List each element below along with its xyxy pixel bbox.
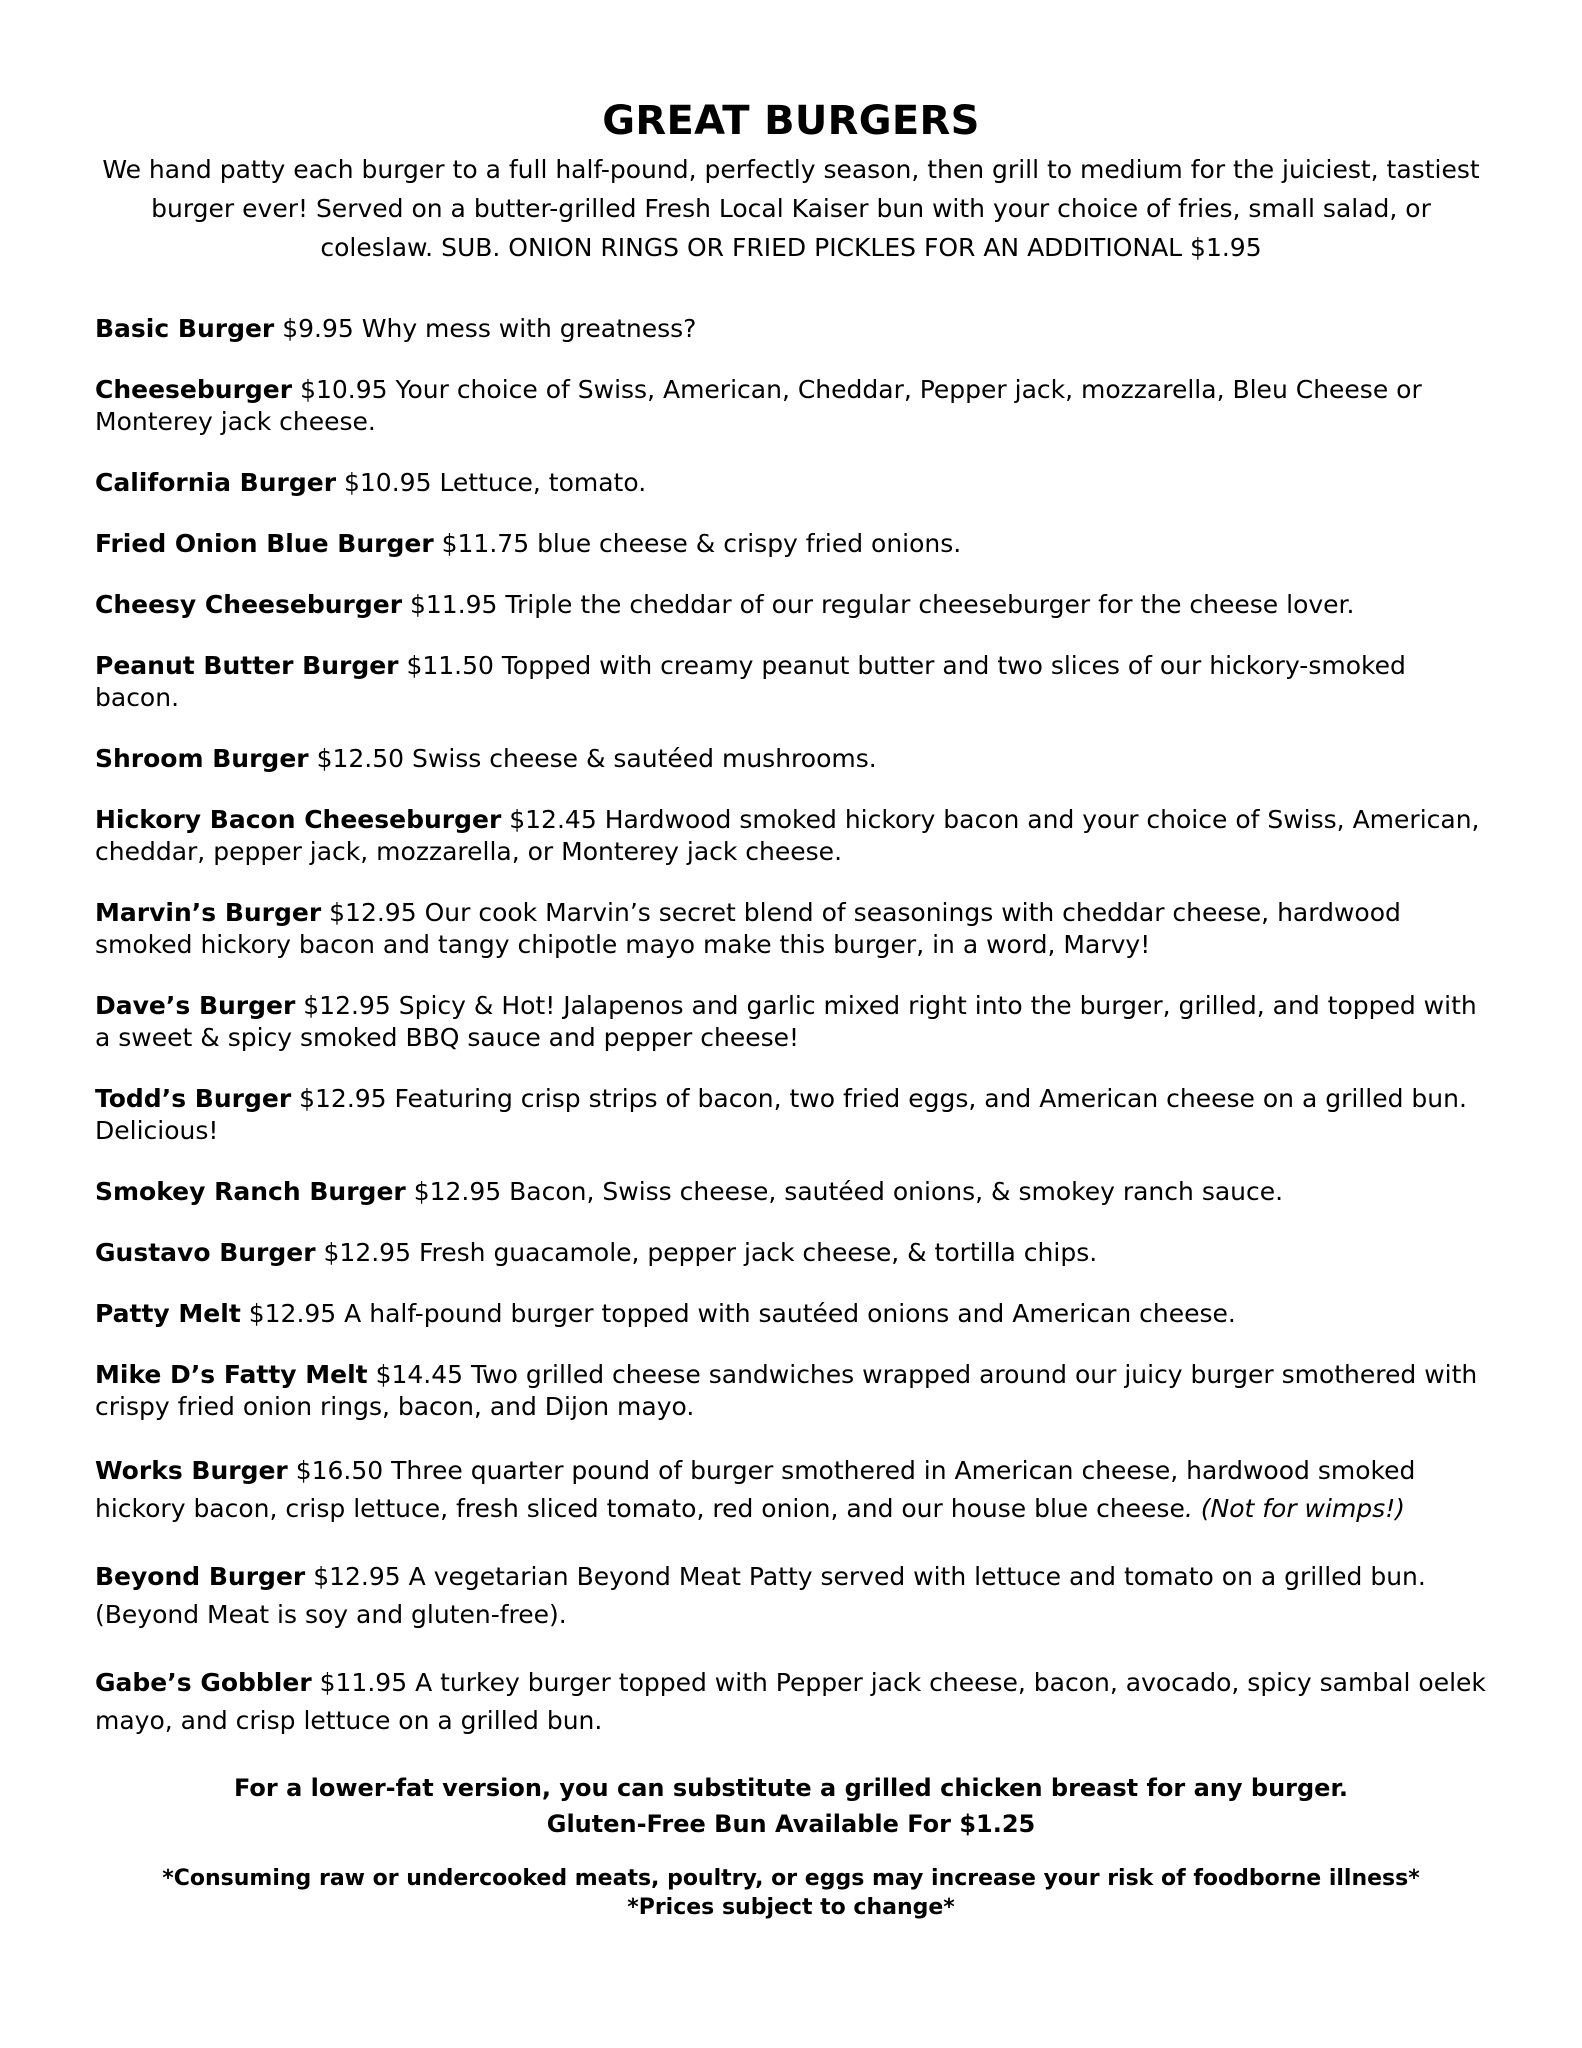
- item-name: Dave’s Burger: [95, 991, 296, 1020]
- item-price: $12.95: [299, 1084, 387, 1113]
- foodborne-warning: *Consuming raw or undercooked meats, poultry, or eggs may increase your risk of foodborne illness*: [162, 1866, 1420, 1891]
- item-price: $12.95: [413, 1177, 502, 1206]
- item-name: Todd’s Burger: [95, 1084, 292, 1113]
- item-description: A vegetarian Beyond Meat Patty served with lettuce and tomato on a grilled bun. (Beyond Meat is soy and gluten-free).: [95, 1562, 1426, 1629]
- item-name: Fried Onion Blue Burger: [95, 529, 434, 558]
- item-note: . (Not for wimps!): [1184, 1494, 1405, 1523]
- intro-text: We hand patty each burger to a full half-pound, perfectly season, then grill to medium for the juiciest, tastiest burger ever! Served on a butter-grilled Fresh Local Kaiser bun with your choice of fries, small salad, or coleslaw. SUB. ONION RINGS OR FRIED PICKLES FOR AN ADDITIONAL $1.95: [102, 155, 1480, 262]
- menu-item: [95, 1083, 1487, 1147]
- menu-item: [95, 990, 1487, 1054]
- item-description: A half-pound burger topped with sautéed onions and American cheese.: [344, 1299, 1236, 1328]
- item-name: Peanut Butter Burger: [95, 651, 399, 680]
- item-description: Why mess with greatness?: [361, 314, 697, 343]
- gluten-free-note: Gluten-Free Bun Available For $1.25: [546, 1810, 1036, 1838]
- item-price: $11.95: [319, 1668, 408, 1697]
- item-price: $16.50: [295, 1456, 384, 1485]
- item-description: Our cook Marvin’s secret blend of seasonings with cheddar cheese, hardwood smoked hickory bacon and tangy chipotle mayo make this burger, in a word, Marvy!: [95, 898, 1401, 959]
- item-price: $10.95: [300, 375, 388, 404]
- menu-item: [95, 897, 1487, 961]
- item-name: Shroom Burger: [95, 744, 309, 773]
- menu-item: [95, 1176, 1487, 1208]
- item-description: Spicy & Hot! Jalapenos and garlic mixed right into the burger, grilled, and topped with a sweet & spicy smoked BBQ sauce and pepper cheese!: [95, 991, 1477, 1052]
- menu-item: [95, 1452, 1487, 1528]
- item-price: $12.50: [316, 744, 405, 773]
- item-name: Cheeseburger: [95, 375, 293, 404]
- lower-fat-note: For a lower-fat version, you can substitute a grilled chicken breast for any burger.: [234, 1774, 1348, 1802]
- item-description: Three quarter pound of burger smothered in American cheese, hardwood smoked hickory bacon, crisp lettuce, fresh sliced tomato, red onion, and our house blue cheese: [95, 1456, 1416, 1523]
- item-name: Basic Burger: [95, 314, 275, 343]
- item-description: Bacon, Swiss cheese, sautéed onions, & smokey ranch sauce.: [509, 1177, 1284, 1206]
- item-description: Topped with creamy peanut butter and two slices of our hickory-smoked bacon.: [95, 651, 1406, 712]
- item-price: $11.75: [441, 529, 530, 558]
- footer-notes: [95, 1770, 1487, 1842]
- item-name: Works Burger: [95, 1456, 288, 1485]
- item-name: Gustavo Burger: [95, 1238, 316, 1267]
- menu-list: [95, 313, 1487, 1740]
- item-price: $12.95: [303, 991, 391, 1020]
- item-description: Swiss cheese & sautéed mushrooms.: [412, 744, 877, 773]
- item-price: $12.95: [313, 1562, 401, 1591]
- item-name: California Burger: [95, 468, 337, 497]
- item-price: $9.95: [282, 314, 354, 343]
- menu-item: [95, 313, 1487, 345]
- item-name: Marvin’s Burger: [95, 898, 322, 927]
- item-price: $12.95: [248, 1299, 337, 1328]
- menu-item: [95, 1298, 1487, 1330]
- item-name: Patty Melt: [95, 1299, 241, 1328]
- item-price: $12.95: [329, 898, 417, 927]
- item-description: Featuring crisp strips of bacon, two fried eggs, and American cheese on a grilled bun. Delicious!: [95, 1084, 1467, 1145]
- item-price: $14.45: [375, 1360, 464, 1389]
- item-name: Beyond Burger: [95, 1562, 306, 1591]
- price-disclaimer: *Prices subject to change*: [627, 1895, 955, 1920]
- item-name: Hickory Bacon Cheeseburger: [95, 805, 502, 834]
- item-description: blue cheese & crispy fried onions.: [537, 529, 962, 558]
- item-name: Gabe’s Gobbler: [95, 1668, 312, 1697]
- legal-notes: [95, 1864, 1487, 1922]
- item-description: Two grilled cheese sandwiches wrapped around our juicy burger smothered with crispy fried onion rings, bacon, and Dijon mayo.: [95, 1360, 1478, 1421]
- item-price: $11.50: [406, 651, 494, 680]
- menu-item: [95, 1237, 1487, 1269]
- page-title: GREAT BURGERS: [602, 98, 980, 144]
- menu-item: [95, 804, 1487, 868]
- item-description: Triple the cheddar of our regular cheeseburger for the cheese lover.: [505, 590, 1355, 619]
- item-description: Hardwood smoked hickory bacon and your choice of Swiss, American, cheddar, pepper jack, mozzarella, or Monterey jack cheese.: [95, 805, 1480, 866]
- item-price: $12.45: [509, 805, 597, 834]
- menu-item: [95, 1359, 1487, 1423]
- menu-item: [95, 528, 1487, 560]
- item-price: $10.95: [344, 468, 432, 497]
- item-price: $12.95: [323, 1238, 411, 1267]
- menu-item: [95, 589, 1487, 621]
- item-description: Your choice of Swiss, American, Cheddar, Pepper jack, mozzarella, Bleu Cheese or Monterey jack cheese.: [95, 375, 1422, 436]
- item-price: $11.95: [409, 590, 498, 619]
- item-name: Mike D’s Fatty Melt: [95, 1360, 368, 1389]
- item-description: Fresh guacamole, pepper jack cheese, & tortilla chips.: [418, 1238, 1098, 1267]
- menu-item: [95, 1664, 1487, 1740]
- menu-item: [95, 1558, 1487, 1634]
- item-name: Smokey Ranch Burger: [95, 1177, 406, 1206]
- menu-item: [95, 650, 1487, 714]
- menu-item: [95, 467, 1487, 499]
- item-description: Lettuce, tomato.: [439, 468, 647, 497]
- menu-item: [95, 743, 1487, 775]
- menu-item: [95, 374, 1487, 438]
- item-name: Cheesy Cheeseburger: [95, 590, 403, 619]
- item-description: A turkey burger topped with Pepper jack cheese, bacon, avocado, spicy sambal oelek mayo, and crisp lettuce on a grilled bun.: [95, 1668, 1486, 1735]
